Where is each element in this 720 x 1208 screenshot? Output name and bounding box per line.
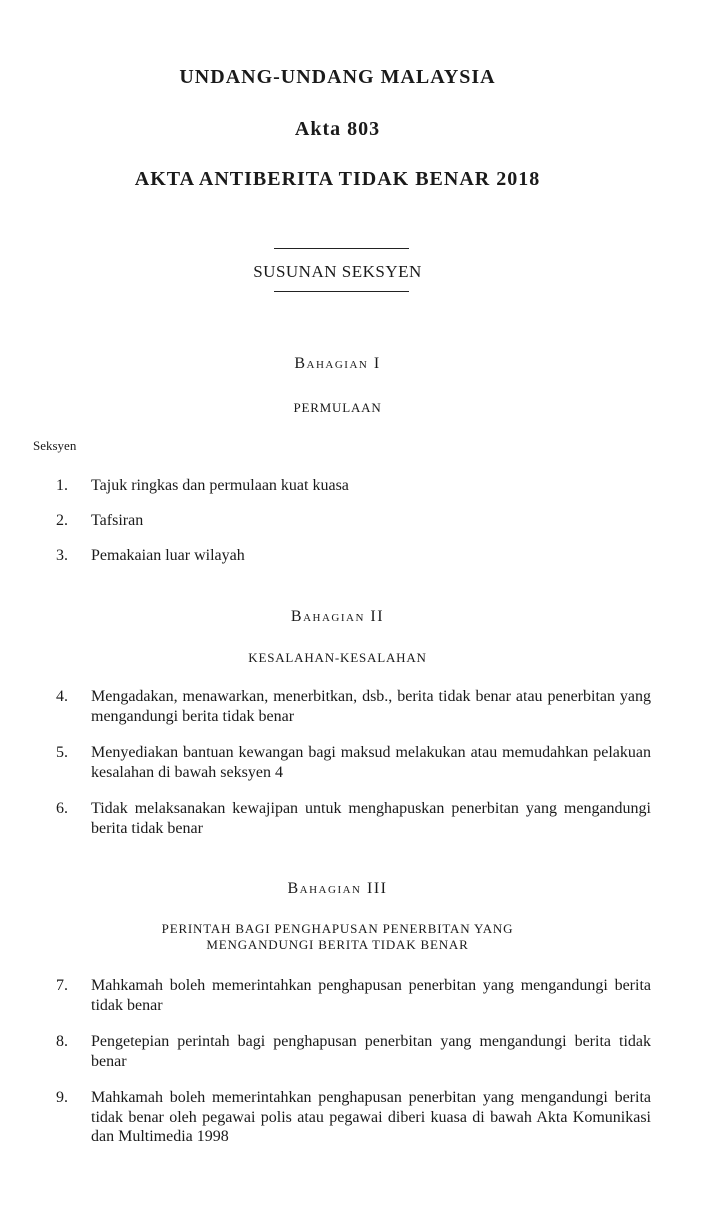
part-heading: PERMULAAN [293, 400, 382, 415]
section-number: 3. [56, 547, 68, 564]
section-number: 5. [56, 744, 68, 761]
section-text: Mengadakan, menawarkan, menerbitkan, dsb., berita tidak benar atau penerbitan yang mengandungi berita tidak benar [91, 688, 651, 725]
act-title: AKTA ANTIBERITA TIDAK BENAR 2018 [134, 168, 541, 190]
section-number: 1. [56, 477, 68, 494]
section-text: Mahkamah boleh memerintahkan penghapusan penerbitan yang mengandungi berita tidak benar oleh pegawai polis atau pegawai diberi kuasa di bawah Akta Komunikasi dan Multimedia 1998 [91, 1089, 651, 1145]
section-text: Tajuk ringkas dan permulaan kuat kuasa [91, 477, 349, 494]
section-text: Tidak melaksanakan kewajipan untuk menghapuskan penerbitan yang mengandungi berita tidak benar [91, 800, 651, 837]
section-text: Pengetepian perintah bagi penghapusan penerbitan yang mengandungi berita tidak benar [91, 1033, 651, 1070]
act-number: Akta 803 [294, 118, 381, 140]
part-label: Bahagian III [287, 880, 388, 897]
part-label: Bahagian I [294, 355, 381, 372]
section-number: 6. [56, 800, 68, 817]
section-number: 7. [56, 977, 68, 994]
section-text: Pemakaian luar wilayah [91, 547, 245, 564]
section-text: Mahkamah boleh memerintahkan penghapusan penerbitan yang mengandungi berita tidak benar [91, 977, 651, 1014]
part-heading-line1: PERINTAH BAGI PENGHAPUSAN PENERBITAN YANG [161, 921, 514, 936]
section-number: 9. [56, 1089, 68, 1106]
section-text: Tafsiran [91, 512, 144, 529]
section-number: 4. [56, 688, 68, 705]
part-heading-line2: MENGANDUNGI BERITA TIDAK BENAR [206, 937, 469, 952]
section-number: 8. [56, 1033, 68, 1050]
section-text: Menyediakan bantuan kewangan bagi maksud melakukan atau memudahkan pelakuan kesalahan di bawah seksyen 4 [91, 744, 651, 781]
law-title: UNDANG-UNDANG MALAYSIA [179, 66, 496, 88]
section-column-label: Seksyen [33, 438, 77, 453]
divider-bottom [274, 291, 409, 292]
part-heading: KESALAHAN-KESALAHAN [248, 650, 427, 665]
arrangement-heading: SUSUNAN SEKSYEN [253, 262, 422, 281]
divider-top [274, 248, 409, 249]
section-number: 2. [56, 512, 68, 529]
part-label: Bahagian II [290, 608, 385, 625]
